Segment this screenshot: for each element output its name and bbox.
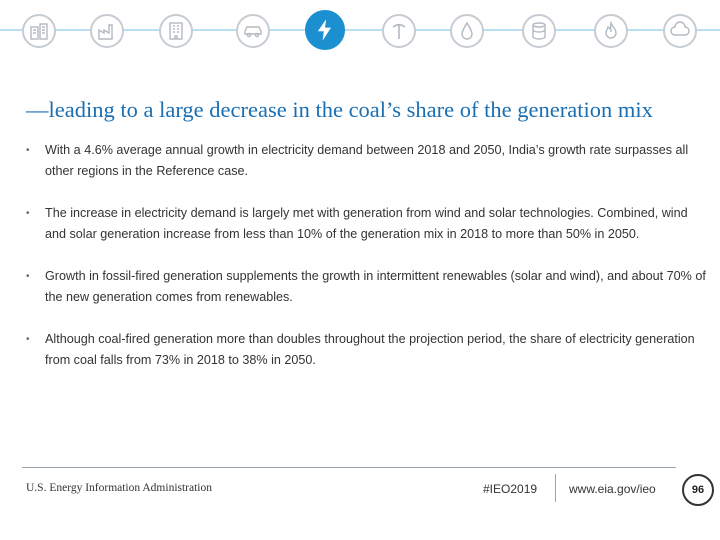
bullet-marker: • — [26, 334, 30, 345]
bullet-text: Although coal-fired generation more than doubles throughout the projection period, the share of electricity generation from coal falls from 73% in 2018 to 38% in 2050. — [45, 332, 695, 367]
industry-icon[interactable] — [90, 14, 124, 48]
footer-separator — [555, 474, 556, 502]
footer-url-link[interactable]: www.eia.gov/ieo — [569, 482, 656, 496]
topic-icon-bar — [0, 10, 720, 50]
co2-emissions-icon[interactable] — [663, 14, 697, 48]
bullet-item — [26, 140, 706, 182]
mining-icon[interactable] — [382, 14, 416, 48]
bullet-item — [26, 203, 706, 245]
footer-hashtag: #IEO2019 — [483, 482, 538, 496]
bullet-item — [26, 329, 706, 371]
bullet-text: The increase in electricity demand is largely met with generation from wind and solar technologies. Combined, wind and solar generation increase from less than 10% of the generation mix in 2018 to more than 50% in 2050. — [45, 206, 688, 241]
oil-barrel-icon[interactable] — [522, 14, 556, 48]
electricity-bolt-icon[interactable] — [305, 10, 345, 50]
bullet-marker: • — [26, 208, 30, 219]
commercial-building-icon[interactable] — [159, 14, 193, 48]
bullet-list — [26, 140, 706, 371]
oil-drop-icon[interactable] — [450, 14, 484, 48]
slide-title: —leading to a large decrease in the coal’s share of the generation mix — [26, 97, 653, 122]
bullet-text: Growth in fossil-fired generation supplements the growth in intermittent renewables (solar and wind), and about 70% of the new generation comes from renewables. — [45, 269, 706, 304]
natural-gas-flame-icon[interactable] — [594, 14, 628, 48]
bullet-text: With a 4.6% average annual growth in electricity demand between 2018 and 2050, India’s growth rate surpasses all other regions in the Reference case. — [45, 143, 689, 178]
footer-divider — [22, 467, 676, 468]
bullet-marker: • — [26, 145, 30, 156]
bullet-marker: • — [26, 271, 30, 282]
page-number-badge: 96 — [682, 474, 714, 506]
bullet-item — [26, 266, 706, 308]
footer-agency-name: U.S. Energy Information Administration — [26, 482, 213, 494]
car-icon[interactable] — [236, 14, 270, 48]
buildings-icon[interactable] — [22, 14, 56, 48]
